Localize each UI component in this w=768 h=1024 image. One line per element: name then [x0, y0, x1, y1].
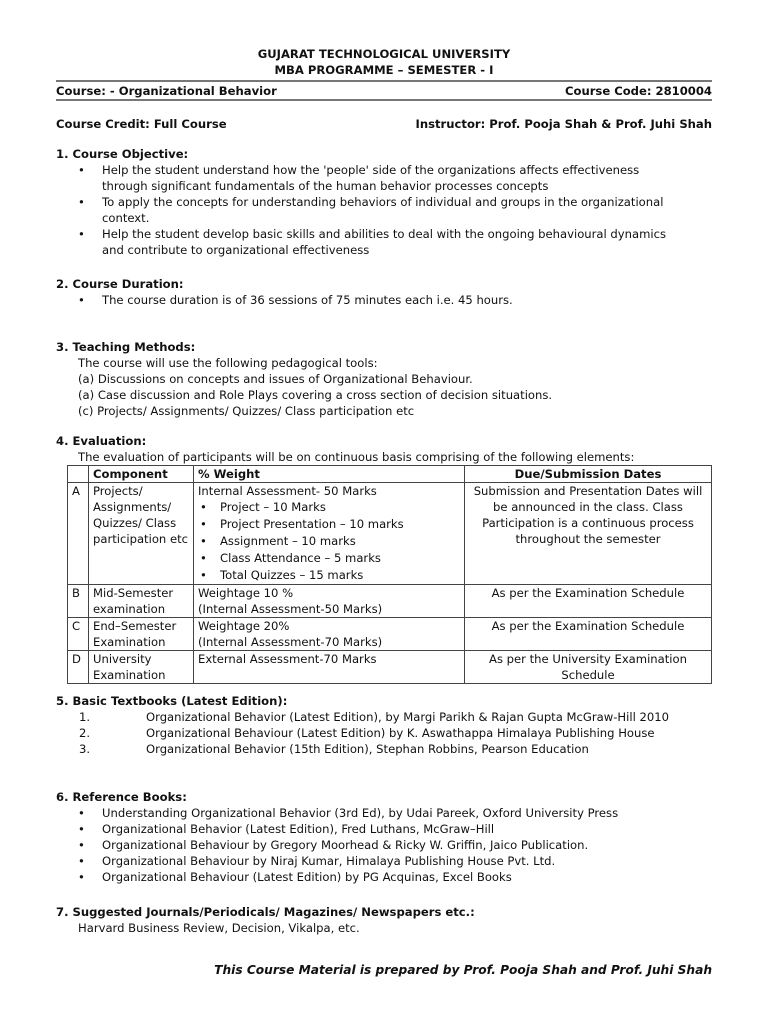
- course-code: Course Code: 2810004: [564, 84, 712, 98]
- list-item: • Organizational Behaviour by Gregory Moorhead & Ricky W. Griffin, Jaico Publication.: [56, 837, 712, 853]
- list-item: • Organizational Behaviour (Latest Edition) by PG Acquinas, Excel Books: [56, 869, 712, 885]
- table-row: C End–Semester Examination Weightage 20% (Internal Assessment-70 Marks) As per the Examination Schedule: [68, 618, 712, 651]
- list-item: • Assignment – 10 marks: [198, 533, 460, 550]
- list-item: 3. Organizational Behavior (15th Edition), Stephan Robbins, Pearson Education: [79, 742, 589, 756]
- list-item: • The course duration is of 36 sessions of 75 minutes each i.e. 45 hours.: [56, 292, 712, 308]
- table-row: A Projects/ Assignments/ Quizzes/ Class participation etc Internal Assessment- 50 Marks • Project – 10 Marks • Project Presentation – 10 marks • Assignment – 10 marks • Class Attendance – 5 marks • Total Quizzes – 15 marks Submission and Presentation Dates will be announced in the class. Class Participation is a continuous process throughout the semester: [68, 483, 712, 585]
- list-item: • Total Quizzes – 15 marks: [198, 567, 460, 584]
- course-credit: Course Credit: Full Course: [56, 117, 227, 131]
- col-weight: % Weight: [194, 466, 465, 483]
- list-item: 1. Organizational Behavior (Latest Edition), by Margi Parikh & Rajan Gupta McGraw-Hill 2010: [79, 710, 669, 724]
- text-line: Harvard Business Review, Decision, Vikalpa, etc.: [78, 921, 360, 935]
- list-item: • Organizational Behavior (Latest Edition), Fred Luthans, McGraw–Hill: [56, 821, 712, 837]
- list-item: • Help the student develop basic skills and abilities to deal with the ongoing behavioural dynamics and contribute to organizational effectiveness: [56, 226, 672, 258]
- section-title: 2. Course Duration:: [56, 277, 184, 291]
- section-title: 5. Basic Textbooks (Latest Edition):: [56, 694, 288, 708]
- section-title: 3. Teaching Methods:: [56, 340, 196, 354]
- list-item: • Understanding Organizational Behavior (3rd Ed), by Udai Pareek, Oxford University Press: [56, 805, 712, 821]
- credit-line: [56, 116, 712, 132]
- programme-title: MBA PROGRAMME – SEMESTER - I: [274, 63, 494, 77]
- text-line: The evaluation of participants will be on continuous basis comprising of the following elements:: [78, 450, 635, 464]
- list-item: • Project – 10 Marks: [198, 499, 460, 516]
- section-teaching: [56, 339, 712, 419]
- text-line: The course will use the following pedagogical tools:: [78, 356, 378, 370]
- text-line: (a) Discussions on concepts and issues of Organizational Behaviour.: [78, 372, 473, 386]
- section-reference: [56, 789, 712, 885]
- footer-note: This Course Material is prepared by Prof. Pooja Shah and Prof. Juhi Shah: [214, 963, 712, 977]
- section-title: 7. Suggested Journals/Periodicals/ Magazines/ Newspapers etc.:: [56, 905, 475, 919]
- list-item: • Project Presentation – 10 marks: [198, 516, 460, 533]
- section-duration: [56, 276, 712, 308]
- divider: [56, 99, 712, 101]
- list-item: • Help the student understand how the 'people' side of the organizations affects effectiveness through significant fundamentals of the human behavior processes concepts: [56, 162, 672, 194]
- col-component: Component: [89, 466, 194, 483]
- section-textbooks: [56, 693, 712, 757]
- divider: [56, 80, 712, 82]
- table-row: B Mid-Semester examination Weightage 10 % (Internal Assessment-50 Marks) As per the Examination Schedule: [68, 585, 712, 618]
- table-row: D University Examination External Assessment-70 Marks As per the University Examination Schedule: [68, 651, 712, 684]
- section-title: 1. Course Objective:: [56, 147, 189, 161]
- section-evaluation: [56, 433, 712, 465]
- section-title: 6. Reference Books:: [56, 790, 187, 804]
- list-item: 2. Organizational Behaviour (Latest Edition) by K. Aswathappa Himalaya Publishing House: [79, 726, 655, 740]
- evaluation-table: [67, 465, 712, 684]
- university-title: GUJARAT TECHNOLOGICAL UNIVERSITY: [257, 47, 511, 61]
- instructor: Instructor: Prof. Pooja Shah & Prof. Juhi Shah: [415, 117, 712, 131]
- col-due: Due/Submission Dates: [465, 466, 712, 483]
- section-title: 4. Evaluation:: [56, 434, 147, 448]
- list-item: • Class Attendance – 5 marks: [198, 550, 460, 567]
- table-header: [68, 466, 712, 483]
- text-line: (a) Case discussion and Role Plays covering a cross section of decision situations.: [78, 388, 553, 402]
- course-name: Course: - Organizational Behavior: [56, 84, 277, 98]
- course-line: [56, 83, 712, 99]
- text-line: (c) Projects/ Assignments/ Quizzes/ Class participation etc: [78, 404, 415, 418]
- section-journals: [56, 904, 712, 936]
- list-item: • Organizational Behaviour by Niraj Kumar, Himalaya Publishing House Pvt. Ltd.: [56, 853, 712, 869]
- section-objective: [56, 146, 712, 258]
- list-item: • To apply the concepts for understanding behaviors of individual and groups in the organizational context.: [56, 194, 672, 226]
